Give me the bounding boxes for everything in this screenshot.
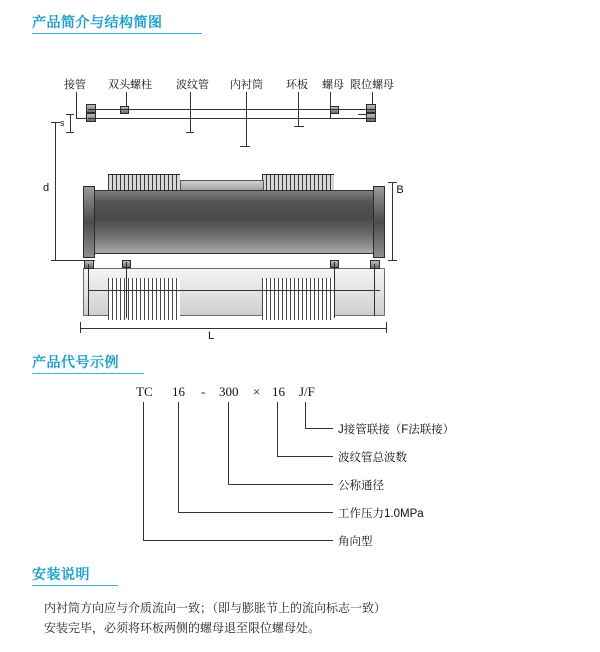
product-code-diagram <box>0 372 600 548</box>
leader-bowenguan <box>190 92 191 132</box>
dimension-tick-L-right <box>386 322 387 333</box>
code-desc-connection: J接管联接（F法联接） <box>338 424 455 436</box>
nut-bottom-right <box>370 260 380 269</box>
code-leader-type <box>143 402 144 540</box>
dimension-label-d: d <box>40 182 52 194</box>
code-leader-pressure <box>178 402 179 512</box>
nut-top-stud-left <box>120 106 129 114</box>
install-note-1: 内衬筒方向应与介质流向一致；（即与膨胀节上的流向标志一致） <box>44 601 387 615</box>
section-title-install: 安装说明 <box>32 566 90 582</box>
code-connector-waves <box>277 456 333 457</box>
bellows-left-section-view <box>108 278 180 320</box>
code-token-dash: - <box>201 384 206 399</box>
structure-diagram <box>0 62 600 342</box>
code-token-pressure: 16 <box>172 384 185 399</box>
tie-rod-top-2 <box>88 118 376 119</box>
section-title-structure: 产品简介与结构简图 <box>32 14 163 30</box>
dimension-base-left <box>55 260 95 261</box>
install-notes <box>44 598 564 638</box>
dimension-tick-d-top <box>51 122 60 123</box>
stud-bottom-right <box>334 262 335 318</box>
leader-elbow-huanban <box>294 126 304 127</box>
dimension-tick-B-bottom <box>388 260 397 261</box>
nut-bottom-left <box>84 260 94 269</box>
callout-label-bowenguan: 波纹管 <box>176 79 209 91</box>
dimension-line-s <box>70 114 71 132</box>
leader-elbow-neichentong <box>240 146 250 147</box>
leader-elbow-bowenguan <box>186 132 194 133</box>
callout-label-xianweiluomu: 限位螺母 <box>350 79 394 91</box>
dimension-tick-s-bottom <box>66 132 74 133</box>
leader-neichentong <box>246 92 247 146</box>
code-connector-connection <box>305 428 333 429</box>
dimension-line-d <box>55 122 56 260</box>
code-desc-pressure: 工作压力1.0MPa <box>338 508 424 520</box>
callout-label-jieguan: 接管 <box>64 79 86 91</box>
code-leader-waves <box>277 402 278 456</box>
code-connector-type <box>143 540 333 541</box>
code-token-waves: 16 <box>272 384 285 399</box>
dimension-label-s: s <box>60 118 65 128</box>
section-underline-structure <box>32 33 202 34</box>
callout-label-luomu: 螺母 <box>322 79 344 91</box>
center-axis-line <box>88 290 380 291</box>
code-connector-diameter <box>228 484 333 485</box>
limit-rod-bottom-left <box>88 264 89 316</box>
dimension-label-B: B <box>394 184 406 196</box>
code-desc-diameter: 公称通径 <box>338 480 384 492</box>
code-desc-type: 角向型 <box>338 536 373 548</box>
limit-rod-bottom-right <box>374 264 375 316</box>
stud-bottom-left <box>126 262 127 318</box>
dimension-tick-s-top <box>66 114 74 115</box>
section-underline-install <box>32 585 118 586</box>
dimension-line-B <box>392 182 393 260</box>
code-desc-waves: 波纹管总波数 <box>338 452 407 464</box>
dimension-tick-L-left <box>80 322 81 333</box>
code-connector-pressure <box>178 512 333 513</box>
callout-label-neichentong: 内衬筒 <box>230 79 263 91</box>
install-note-2: 安装完毕，必须将环板两侧的螺母退至限位螺母处。 <box>44 621 321 635</box>
tie-rod-top <box>88 109 376 110</box>
leader-luomu <box>330 92 331 118</box>
flange-left-top-view <box>83 186 95 258</box>
flange-right-top-view <box>373 186 385 258</box>
dimension-label-L: L <box>208 330 215 342</box>
code-leader-connection <box>305 402 306 428</box>
joint-body-top-view <box>83 190 385 254</box>
callout-label-shuangtouluozhu: 双头螺柱 <box>108 79 152 91</box>
code-token-type: TC <box>136 384 153 399</box>
dimension-tick-B-top <box>388 182 397 183</box>
section-title-code: 产品代号示例 <box>32 354 119 370</box>
callout-label-huanban: 环板 <box>286 79 308 91</box>
nut-top-stud-right <box>330 106 339 114</box>
dimension-line-L <box>80 328 386 329</box>
leader-jieguan <box>76 92 77 118</box>
bellows-right-section-view <box>262 278 334 320</box>
code-token-connection: J/F <box>299 384 315 399</box>
code-token-diameter: 300 <box>219 384 239 399</box>
code-leader-diameter <box>228 402 229 484</box>
code-token-multiply: × <box>253 384 261 399</box>
